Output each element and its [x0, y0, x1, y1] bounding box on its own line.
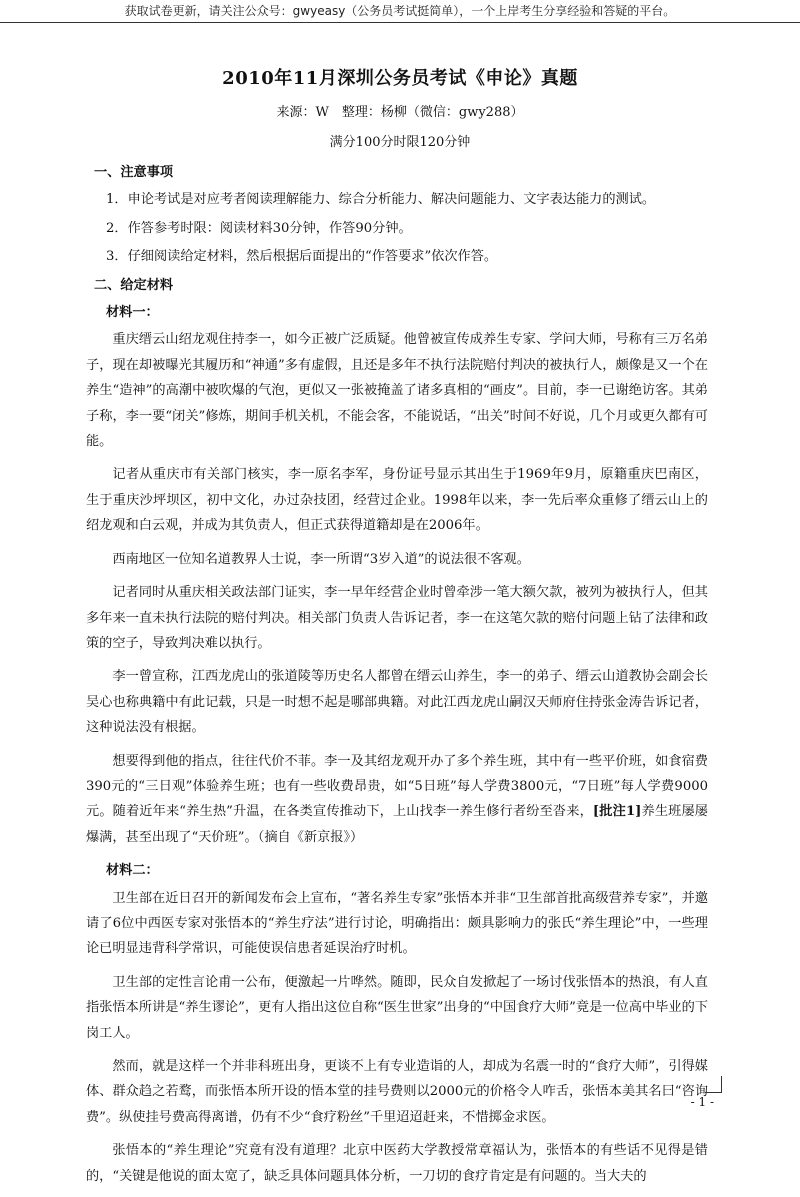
section-heading-materials: 二、给定材料	[94, 277, 174, 293]
top-banner: 获取试卷更新，请关注公众号：gwyeasy（公务员考试挺简单），一个上岸考生分享经验和答疑的平台。	[0, 0, 800, 23]
paragraph-text: 想要得到他的指点，往往代价不菲。李一及其绍龙观开办了多个养生班，其中有一些平价班，如食宿费390元的“三日观”体验养生班；也有一些收费昂贵，如“5日班”每人学费3800元，“7日班”每人学费9000元。随着近年来“养生热”升温，在各类宣传推动下，上山找李一养生修行者纷至沓来，	[86, 753, 708, 820]
section-heading-notes: 一、注意事项	[94, 165, 174, 180]
note-item: 3．仔细阅读给定材料，然后根据后面提出的“作答要求”依次作答。	[106, 249, 498, 265]
score-line: 满分100分时限120分钟	[329, 135, 471, 150]
paragraph: 卫生部的定性言论甫一公布，便激起一片哗然。随即，民众自发掀起了一场讨伐张悟本的热浪，有人直指张悟本所讲是“养生谬论”，更有人指出这位自称“医生世家”出身的“中国食疗大师”竟是一位高中毕业的下岗工人。	[86, 974, 708, 1041]
material-2-heading: 材料二：	[106, 863, 159, 879]
paragraph-text: 养生班屡屡爆满，甚至出现了“天价班”。（摘自《新京报》）	[86, 804, 708, 845]
note-item: 1．申论考试是对应考者阅读理解能力、综合分析能力、解决问题能力、文字表达能力的测试。	[106, 192, 656, 208]
note-item: 2．作答参考时限：阅读材料30分钟，作答90分钟。	[106, 220, 412, 236]
page-title: 2010年11月深圳公务员考试《申论》真题	[222, 68, 578, 89]
paragraph: 然而，就是这样一个并非科班出身，更谈不上有专业造诣的人，却成为名震一时的“食疗大师”，引得媒体、群众趋之若鹜，而张悟本所开设的悟本堂的挂号费则以2000元的价格令人咋舌，张悟本美其名曰“咨询费”。纵使挂号费高得离谱，仍有不少“食疗粉丝”千里迢迢赶来，不惜掷金求医。	[86, 1059, 708, 1125]
paragraph: 记者从重庆市有关部门核实，李一原名李军，身份证号显示其出生于1969年9月，原籍重庆巴南区，生于重庆沙坪坝区，初中文化，办过杂技团，经营过企业。1998年以来，李一先后率众重修了缙云山上的绍龙观和白云观，并成为其负责人，但正式获得道籍却是在2006年。	[86, 467, 708, 534]
source-line: 来源：W 整理：杨柳（微信：gwy288）	[276, 105, 524, 120]
material-1-heading: 材料一：	[106, 305, 159, 321]
paragraph-with-annotation	[86, 749, 708, 851]
paragraph: 西南地区一位知名道教界人士说，李一所谓“3岁入道”的说法很不客观。	[112, 551, 530, 567]
paragraph: 李一曾宣称，江西龙虎山的张道陵等历史名人都曾在缙云山养生，李一的弟子、缙云山道教协会副会长吴心也称典籍中有此记载，只是一时想不起是哪部典籍。对此江西龙虎山嗣汉天师府住持张金涛告诉记者，这种说法没有根据。	[86, 669, 708, 736]
paragraph: 重庆缙云山绍龙观住持李一，如今正被广泛质疑。他曾被宣传成养生专家、学问大师，号称有三万名弟子，现在却被曝光其履历和“神通”多有虚假，且还是多年不执行法院赔付判决的被执行人，颇像是又一个在养生“造神”的高潮中被吹爆的气泡，更似又一张被掩盖了诸多真相的“画皮”。目前，李一已谢绝访客。其弟子称，李一要“闭关”修炼，期间手机关机，不能会客，不能说话，“出关”时间不好说，几个月或更久都有可能。	[86, 332, 708, 450]
paragraph: 记者同时从重庆相关政法部门证实，李一早年经营企业时曾牵涉一笔大额欠款，被列为被执行人，但其多年来一直未执行法院的赔付判决。相关部门负责人告诉记者，李一在这笔欠款的赔付问题上钻了法律和政策的空子，导致判决难以执行。	[86, 585, 708, 651]
page-corner-mark	[705, 1076, 722, 1093]
document-body	[86, 160, 708, 1197]
paragraph: 张悟本的“养生理论”究竟有没有道理？北京中医药大学教授常章福认为，张悟本的有些话不见得是错的，“关键是他说的面太宽了，缺乏具体问题具体分析，一刀切的食疗肯定是有问题的。当大夫的	[86, 1143, 708, 1184]
paragraph: 卫生部在近日召开的新闻发布会上宣布，“著名养生专家”张悟本并非“卫生部首批高级营养专家”，并邀请了6位中西医专家对张悟本的“养生疗法”进行讨论，明确指出：颇具影响力的张氏“养生理论”中，一些理论已明显违背科学常识，可能使误信患者延误治疗时机。	[86, 890, 708, 957]
page-number: - 1 -	[690, 1095, 714, 1109]
annotation-marker[interactable]: [批注1]	[592, 804, 642, 820]
